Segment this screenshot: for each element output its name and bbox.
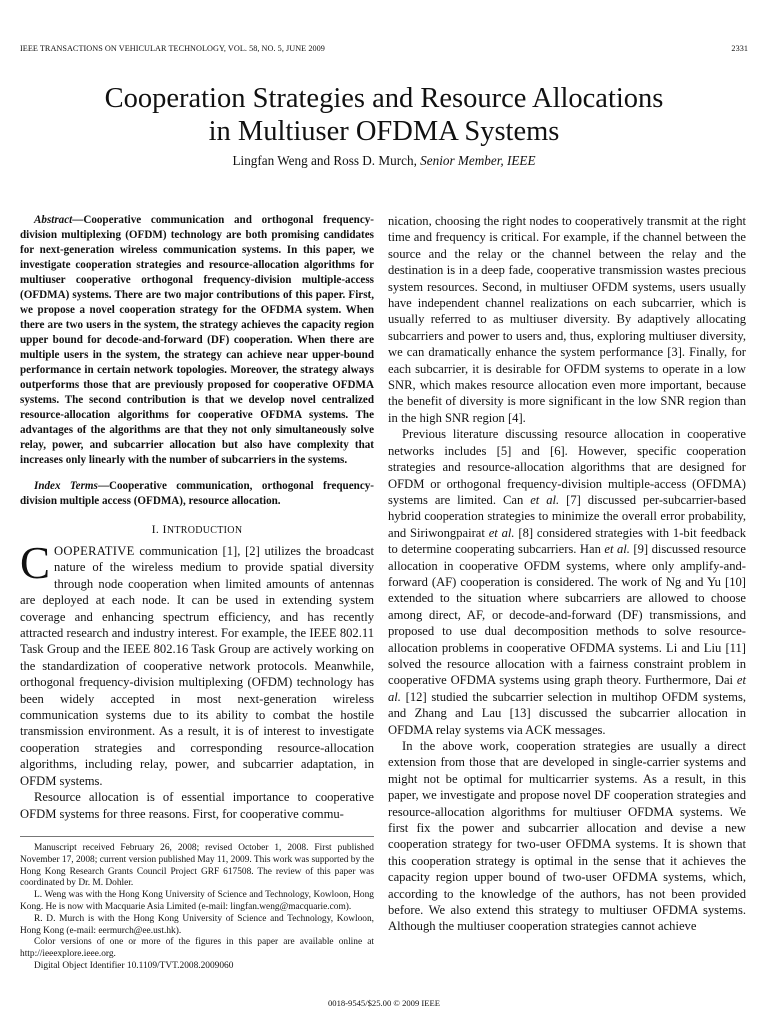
intro-paragraph-1 xyxy=(20,538,374,789)
text-run: [8] considered strategies with 1-bit feedback to determine cooperating subcarriers. Han xyxy=(388,525,746,557)
author-line xyxy=(0,153,768,169)
et-al: et al. xyxy=(604,542,630,557)
intro-paragraph-2: Resource allocation is of essential importance to cooperative OFDM systems for three reasons. First, for cooperative commu- xyxy=(20,790,374,821)
author-names: Lingfan Weng and Ross D. Murch, xyxy=(232,153,421,168)
right-paragraph-3: In the above work, cooperation strategies are usually a direct extension from those that are developed in single-carrier systems and might not be optimal for multicarrier systems. As a result, in this paper, we investigate and propose novel DF cooperation strategies and resource-allocation algorithms for multiuser OFDMA systems. We first fix the power and subcarrier allocation and devise a new cooperation strategy for two-user OFDMA systems. It is shown that this cooperation strategy is optimal in the sense that it achieves the capacity region upper bound of two-user OFDMA systems, which, according to the knowledge of the authors, has not been provided before. We also extend this strategy to multiuser OFDMA systems. Although the multiuser cooperation strategies cannot achieve xyxy=(388,739,746,934)
section-title-first-letter: I xyxy=(162,522,167,536)
abstract xyxy=(20,213,374,468)
index-terms xyxy=(20,479,374,509)
footnote-author-murch: R. D. Murch is with the Hong Kong University of Science and Technology, Kowloon, Hong Kong (e-mail: eermurch@ee.ust.hk). xyxy=(20,913,374,936)
right-column xyxy=(388,213,746,935)
section-title-rest: NTRODUCTION xyxy=(166,525,243,536)
abstract-label: Abstract xyxy=(34,214,73,226)
footnote-manuscript: Manuscript received February 26, 2008; revised October 1, 2008. First published November 17, 2008; current version published May 11, 2009. This work was supported by the Hong Kong Research Grants Council Project GRF 617508. The review of this paper was coordinated by Dr. M. Dohler. xyxy=(20,843,374,889)
page-number: 2331 xyxy=(731,44,748,53)
author-membership: Senior Member, IEEE xyxy=(420,153,536,168)
intro-lead-word: OOPERATIVE xyxy=(54,544,135,558)
section-number: I. xyxy=(151,522,163,536)
right-paragraph-1: nication, choosing the right nodes to cooperatively transmit at the right time and frequency is critical. For example, if the channel between the source and the relay or the channel between the relay and the destination is in a deep fade, cooperative transmission wastes precious system resources. Second, in multiuser OFDM systems, users usually have independent channel realizations on each subcarrier, which is usually referred to as multiuser diversity. By adaptively allocating subcarriers and power to users and, thus, exploring multiuser diversity, we can dramatically enhance the system performance [3]. Finally, for each subcarrier, it is desirable for OFDM systems to operate in a low SNR, which makes resource allocation even more important, because the benefit of diversity is more significant in the low SNR region than in the high SNR region [4]. xyxy=(388,214,746,425)
et-al: et al. xyxy=(488,525,515,540)
intro-text-1: communication [1], [2] utilizes the broadcast nature of the wireless medium to provide spatial diversity through node cooperation when limited amounts of antennas are deployed at each node. It can be used in extending system coverage and enhancing spectrum efficiency, and has recently attracted research and industry interest. For example, the IEEE 802.11 Task Group and the IEEE 802.16 Task Group are actively working on the standardization of cooperative network protocols. Meanwhile, orthogonal frequency-division multiplexing (OFDM) technology has been widely accepted in most next-generation wireless communication systems due to its ability to combat the hostile transmission environment. As a result, it is of interest to investigate cooperation strategies and corresponding resource-allocation algorithms, including relay, power, and subcarrier adaptation, in OFDM systems. xyxy=(20,544,374,788)
text-run: Previous literature discussing resource allocation in cooperative networks includes [5] and [6]. However, specific cooperation strategies and resource-allocation algorithms that are designed for OFDM or orthogonal frequency-division multiple-access (OFDMA) systems are limited. Can xyxy=(388,427,746,507)
et-al: et al. xyxy=(530,492,560,507)
paper-title xyxy=(0,82,768,148)
drop-cap: C xyxy=(20,538,51,588)
index-terms-text: —Cooperative communication, orthogonal frequency-division multiple access (OFDMA), resource allocation. xyxy=(20,480,374,507)
title-line-1: Cooperation Strategies and Resource Allocations xyxy=(104,83,664,114)
section-heading-introduction xyxy=(20,522,374,537)
abstract-text: —Cooperative communication and orthogonal frequency-division multiplexing (OFDM) technology are both promising candidates for next-generation wireless communication systems. In this paper, we investigate cooperation strategies and resource-allocation algorithms for multiuser cooperative orthogonal frequency-division multiple-access (OFDMA) systems. There are two major contributions of this paper. First, we propose a novel cooperation strategy for the OFDMA system. When there are two users in the system, the strategy achieves the capacity region upper bound for decode-and-forward (DF) cooperation. When there are multiple users in the system, the strategy can achieve near upper-bound performance in certain network topologies. Moreover, the strategy always outperforms those that are previously proposed for cooperative OFDMA systems. The second contribution is that we develop novel centralized resource-allocation algorithms for cooperative OFDMA systems. The advantages of the algorithms are that they not only simultaneously solve relay, power, and subcarrier allocation but also have complexity that increases only linearly with the number of subcarriers in the systems. xyxy=(20,214,374,466)
copyright-footer: 0018-9545/$25.00 © 2009 IEEE xyxy=(327,998,441,1008)
footnote-author-weng: L. Weng was with the Hong Kong University of Science and Technology, Kowloon, Hong Kong. He is now with Macquarie Asia Limited (e-mail: lingfan.weng@macquarie.com). xyxy=(20,890,374,912)
journal-name: IEEE TRANSACTIONS ON VEHICULAR TECHNOLOGY, VOL. 58, NO. 5, JUNE 2009 xyxy=(20,44,325,53)
right-paragraph-2 xyxy=(388,426,746,738)
footnote-doi: Digital Object Identifier 10.1109/TVT.2008.2009060 xyxy=(34,960,234,971)
footnotes xyxy=(20,836,374,973)
footnote-color-versions: Color versions of one or more of the figures in this paper are available online at http://ieeexplore.ieee.org. xyxy=(20,937,374,960)
text-run: [9] discussed resource allocation in cooperative OFDM systems, where only amplify-and-forward (AF) cooperation is considered. The work of Ng and Yu [10] extended to the situation where subcarriers are allowed to choose among direct, AF, or decode-and-forward (DF) transmissions, and proposed to use dual decomposition methods to solve resource-allocation problems in cooperative OFDMA systems. Li and Liu [11] solved the resource allocation with a fairness constraint problem in cooperative OFDMA systems using graph theory. Furthermore, Dai xyxy=(388,542,747,688)
text-run: [7] discussed per-subcarrier-based hybrid cooperation strategies to minimize the overall error probability, and Siriwongpairat xyxy=(388,492,747,540)
et-al: et al. xyxy=(388,673,746,704)
index-terms-label: Index Terms xyxy=(34,480,98,492)
left-column xyxy=(20,213,374,822)
text-run: [12] studied the subcarrier selection in multihop OFDM systems, and Zhang and Lau [13] discussed the subcarrier allocation in OFDMA relay systems via ACK messages. xyxy=(388,689,746,737)
title-line-2: in Multiuser OFDMA Systems xyxy=(208,116,560,147)
